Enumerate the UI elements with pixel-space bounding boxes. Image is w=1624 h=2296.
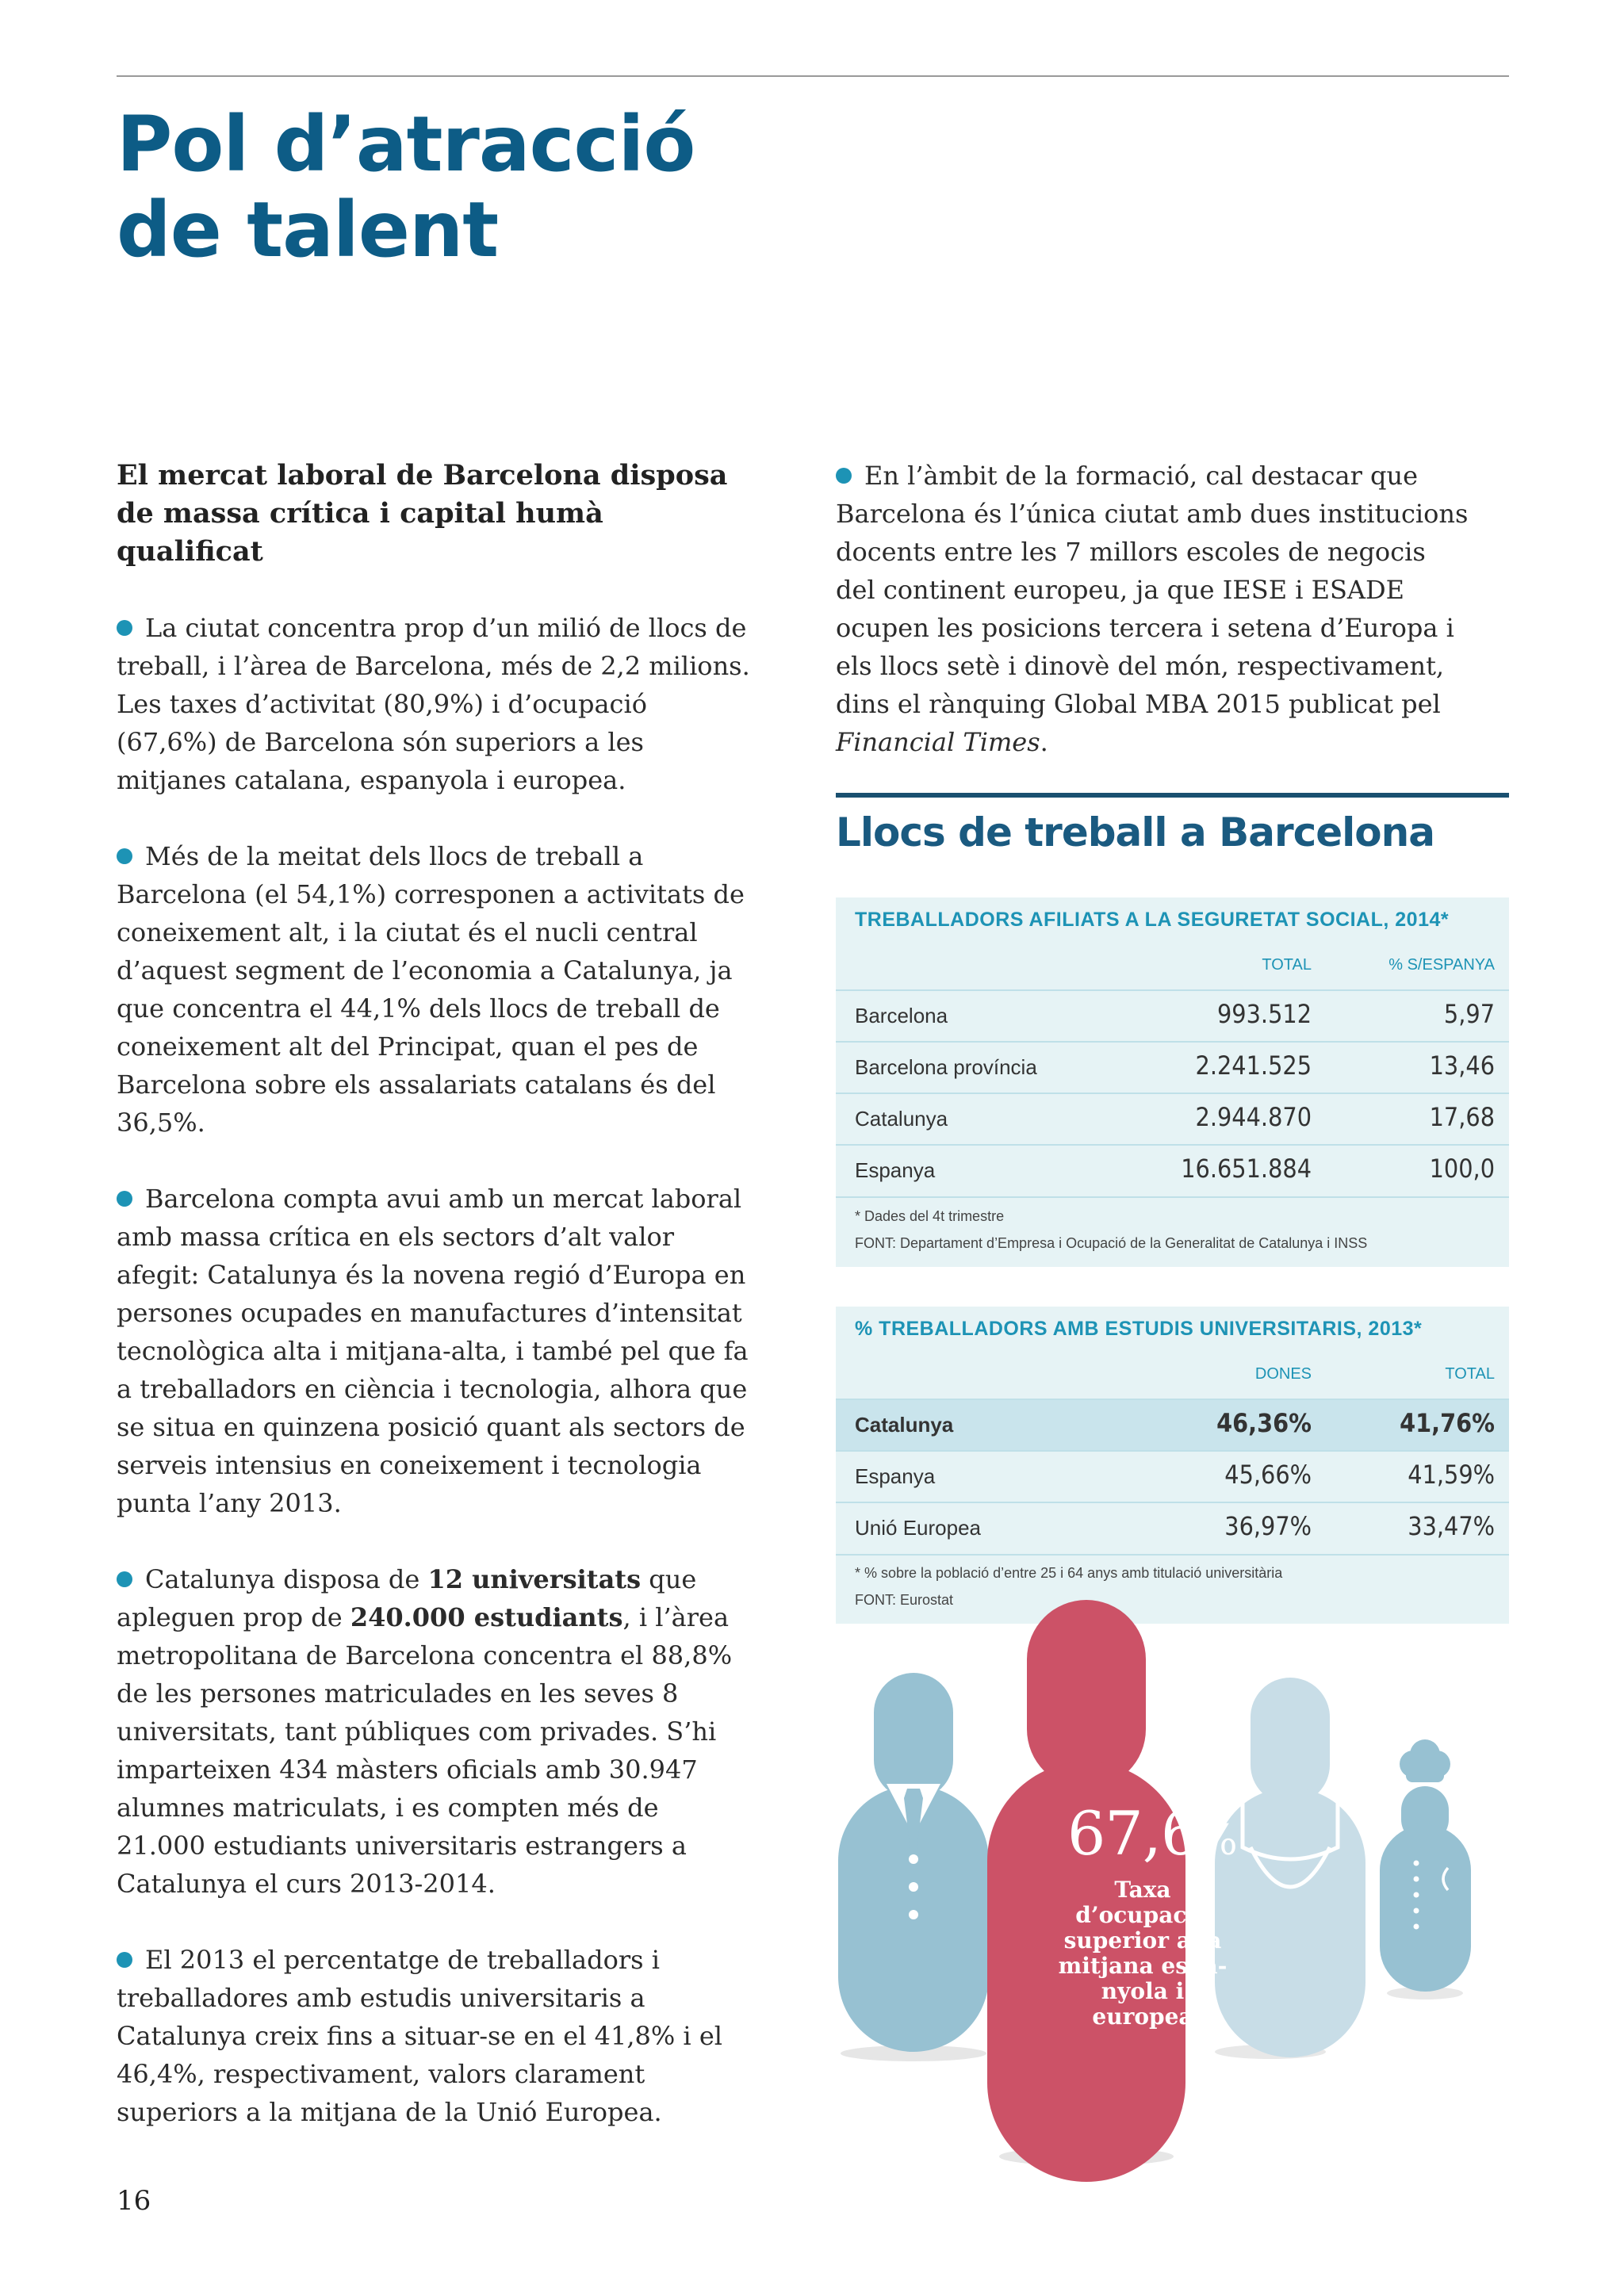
left-lead: El mercat laboral de Barcelona disposa de massa crítica i capital humà qualificat — [117, 459, 728, 568]
big-value — [1067, 1798, 1237, 1869]
row-pct: 13,46 — [1429, 1050, 1495, 1081]
column-header-pct: % S/ESPANYA — [1388, 956, 1495, 974]
paragraph-universities — [117, 1560, 751, 1903]
row-total: 41,59% — [1408, 1460, 1495, 1490]
row-total: 41,76% — [1400, 1408, 1495, 1438]
paragraph-text: La ciutat concentra prop d’un milió de llocs de treball, i l’àrea de Barcelona, més de 2,2 milions. Les taxes d’activitat (80,9%) i d’ocupació (67,6%) de Barcelona són superiors a les mitjanes catalana, espanyola i europea. — [117, 613, 750, 795]
paragraph-knowledge — [117, 837, 751, 1142]
row-pct: 17,68 — [1429, 1102, 1495, 1132]
row-label: Catalunya — [855, 1107, 948, 1131]
row-women: 36,97% — [1224, 1511, 1312, 1541]
students-count: 240.000 estudiants — [350, 1602, 623, 1632]
row-total: 2.944.870 — [1195, 1102, 1312, 1132]
table-row — [836, 1144, 1509, 1198]
row-pct: 5,97 — [1443, 999, 1495, 1029]
bullet-dot-icon — [117, 1952, 132, 1968]
right-intro-paragraph — [836, 457, 1470, 761]
table-note: * Dades del 4t trimestre — [855, 1208, 1005, 1224]
row-total: 33,47% — [1408, 1511, 1495, 1541]
bullet-dot-icon — [117, 848, 132, 864]
businessman-icon — [838, 1673, 989, 2052]
row-label: Espanya — [855, 1158, 936, 1182]
row-women: 45,66% — [1224, 1460, 1312, 1490]
column-header-women: DONES — [1254, 1365, 1312, 1383]
left-column — [117, 457, 751, 2169]
table-heading: % TREBALLADORS AMB ESTUDIS UNIVERSITARIS, 2013* — [855, 1318, 1423, 1340]
paragraph-text: que apleguen prop de — [117, 1564, 697, 1632]
table-row-highlight — [836, 1399, 1509, 1451]
big-value-caption: Taxa d’ocupació superior a la mitjana espa-nyola i europea — [1058, 1877, 1228, 2030]
row-total: 16.651.884 — [1181, 1154, 1312, 1184]
bullet-dot-icon — [836, 468, 852, 484]
row-label: Unió Europea — [855, 1516, 981, 1540]
section-title: Llocs de treball a Barcelona — [836, 809, 1434, 855]
paragraph-graduates — [117, 1941, 751, 2131]
table-source: FONT: Departament d’Empresa i Ocupació de la Generalitat de Catalunya i INSS — [855, 1235, 1368, 1251]
worker-icon — [1215, 1678, 1365, 2057]
table-university-workers — [836, 1307, 1509, 1624]
paragraph-text: Més de la meitat dels llocs de treball a Barcelona (el 54,1%) corresponen a activitats de coneixement alt, i la ciutat és el nucli central d’aquest segment de l’economia a Catalunya, ja que concentra el 44,1% dels llocs de treball de coneixement alt del Principat, quan el pes de Barcelona sobre els assalariats catalans és del 36,5%. — [117, 841, 745, 1138]
paragraph-text: El 2013 el percentatge de treballadors i treballadores amb estudis universitaris a Catalunya creix fins a situar-se en el 41,8% i el 46,4%, respectivament, valors clarament superiors a la mitjana de la Unió Europea. — [117, 1945, 722, 2127]
table-note: * % sobre la població d’entre 25 i 64 anys amb titulació universitària — [855, 1565, 1283, 1581]
row-label: Barcelona — [855, 1004, 948, 1027]
paragraph-text: En l’àmbit de la formació, cal destacar que Barcelona és l’única ciutat amb dues institucions docents entre les 7 millors escoles de negocis del continent europeu, ja que IESE i ESADE ocupen les posicions tercera i setena d’Europa i els llocs setè i dinovè del món, respectivament, dins el rànquing Global MBA 2015 publicat pel — [836, 461, 1469, 719]
big-value-unit: % — [1198, 1817, 1237, 1865]
bullet-dot-icon — [117, 1191, 132, 1207]
paragraph-text: , i l’àrea metropolitana de Barcelona concentra el 88,8% de les persones matriculades en les seves 8 universitats, tant públiques com privades. S’hi imparteixen 434 màsters oficials amb 30.947 alumnes matriculats, i es compten més de 21.000 estudiants universitaris estrangers a Catalunya el curs 2013-2014. — [117, 1602, 733, 1899]
page-title — [117, 101, 695, 273]
page-number: 16 — [117, 2185, 151, 2217]
chef-icon — [1380, 1739, 1471, 1992]
paragraph-text: . — [1040, 727, 1048, 757]
section-rule — [836, 793, 1509, 798]
table-row — [836, 1502, 1509, 1556]
column-header-total: TOTAL — [1445, 1365, 1495, 1383]
row-pct: 100,0 — [1429, 1154, 1495, 1184]
paragraph-text: Barcelona compta avui amb un mercat laboral amb massa crítica en els sectors d’alt valor afegit: Catalunya és la novena regió d’Europa en persones ocupades en manufactures d’intensitat tecnològica alta i mitjana-alta, i també pel que fa a treballadors en ciència i tecnologia, alhora que se situa en quinzena posició quant als sectors de serveis intensius en coneixement i tecnologia punta l’any 2013. — [117, 1184, 749, 1518]
table-source: FONT: Eurostat — [855, 1592, 954, 1608]
universities-count: 12 universitats — [427, 1564, 642, 1594]
table-row — [836, 989, 1509, 1042]
publication-name: Financial Times — [836, 727, 1040, 757]
row-total: 993.512 — [1216, 999, 1312, 1029]
row-label: Catalunya — [855, 1413, 954, 1437]
bullet-dot-icon — [117, 620, 132, 636]
row-total: 2.241.525 — [1195, 1050, 1312, 1081]
big-value-number: 67,6 — [1067, 1798, 1199, 1869]
table-row — [836, 1093, 1509, 1145]
row-label: Espanya — [855, 1464, 936, 1488]
paragraph-labour-market — [117, 1180, 751, 1522]
table-row — [836, 1450, 1509, 1502]
top-rule — [117, 75, 1509, 77]
table-social-security — [836, 897, 1509, 1267]
paragraph-employment — [117, 609, 751, 799]
bullet-dot-icon — [117, 1571, 132, 1587]
page-title-line-1: Pol d’atracció — [117, 100, 695, 189]
row-label: Barcelona província — [855, 1055, 1037, 1079]
page-title-line-2: de talent — [117, 186, 499, 274]
row-women: 46,36% — [1216, 1408, 1312, 1438]
paragraph-text: Catalunya disposa de — [145, 1564, 428, 1594]
table-row — [836, 1041, 1509, 1093]
table-heading: TREBALLADORS AFILIATS A LA SEGURETAT SOCIAL, 2014* — [855, 909, 1450, 931]
column-header-total: TOTAL — [1262, 956, 1312, 974]
